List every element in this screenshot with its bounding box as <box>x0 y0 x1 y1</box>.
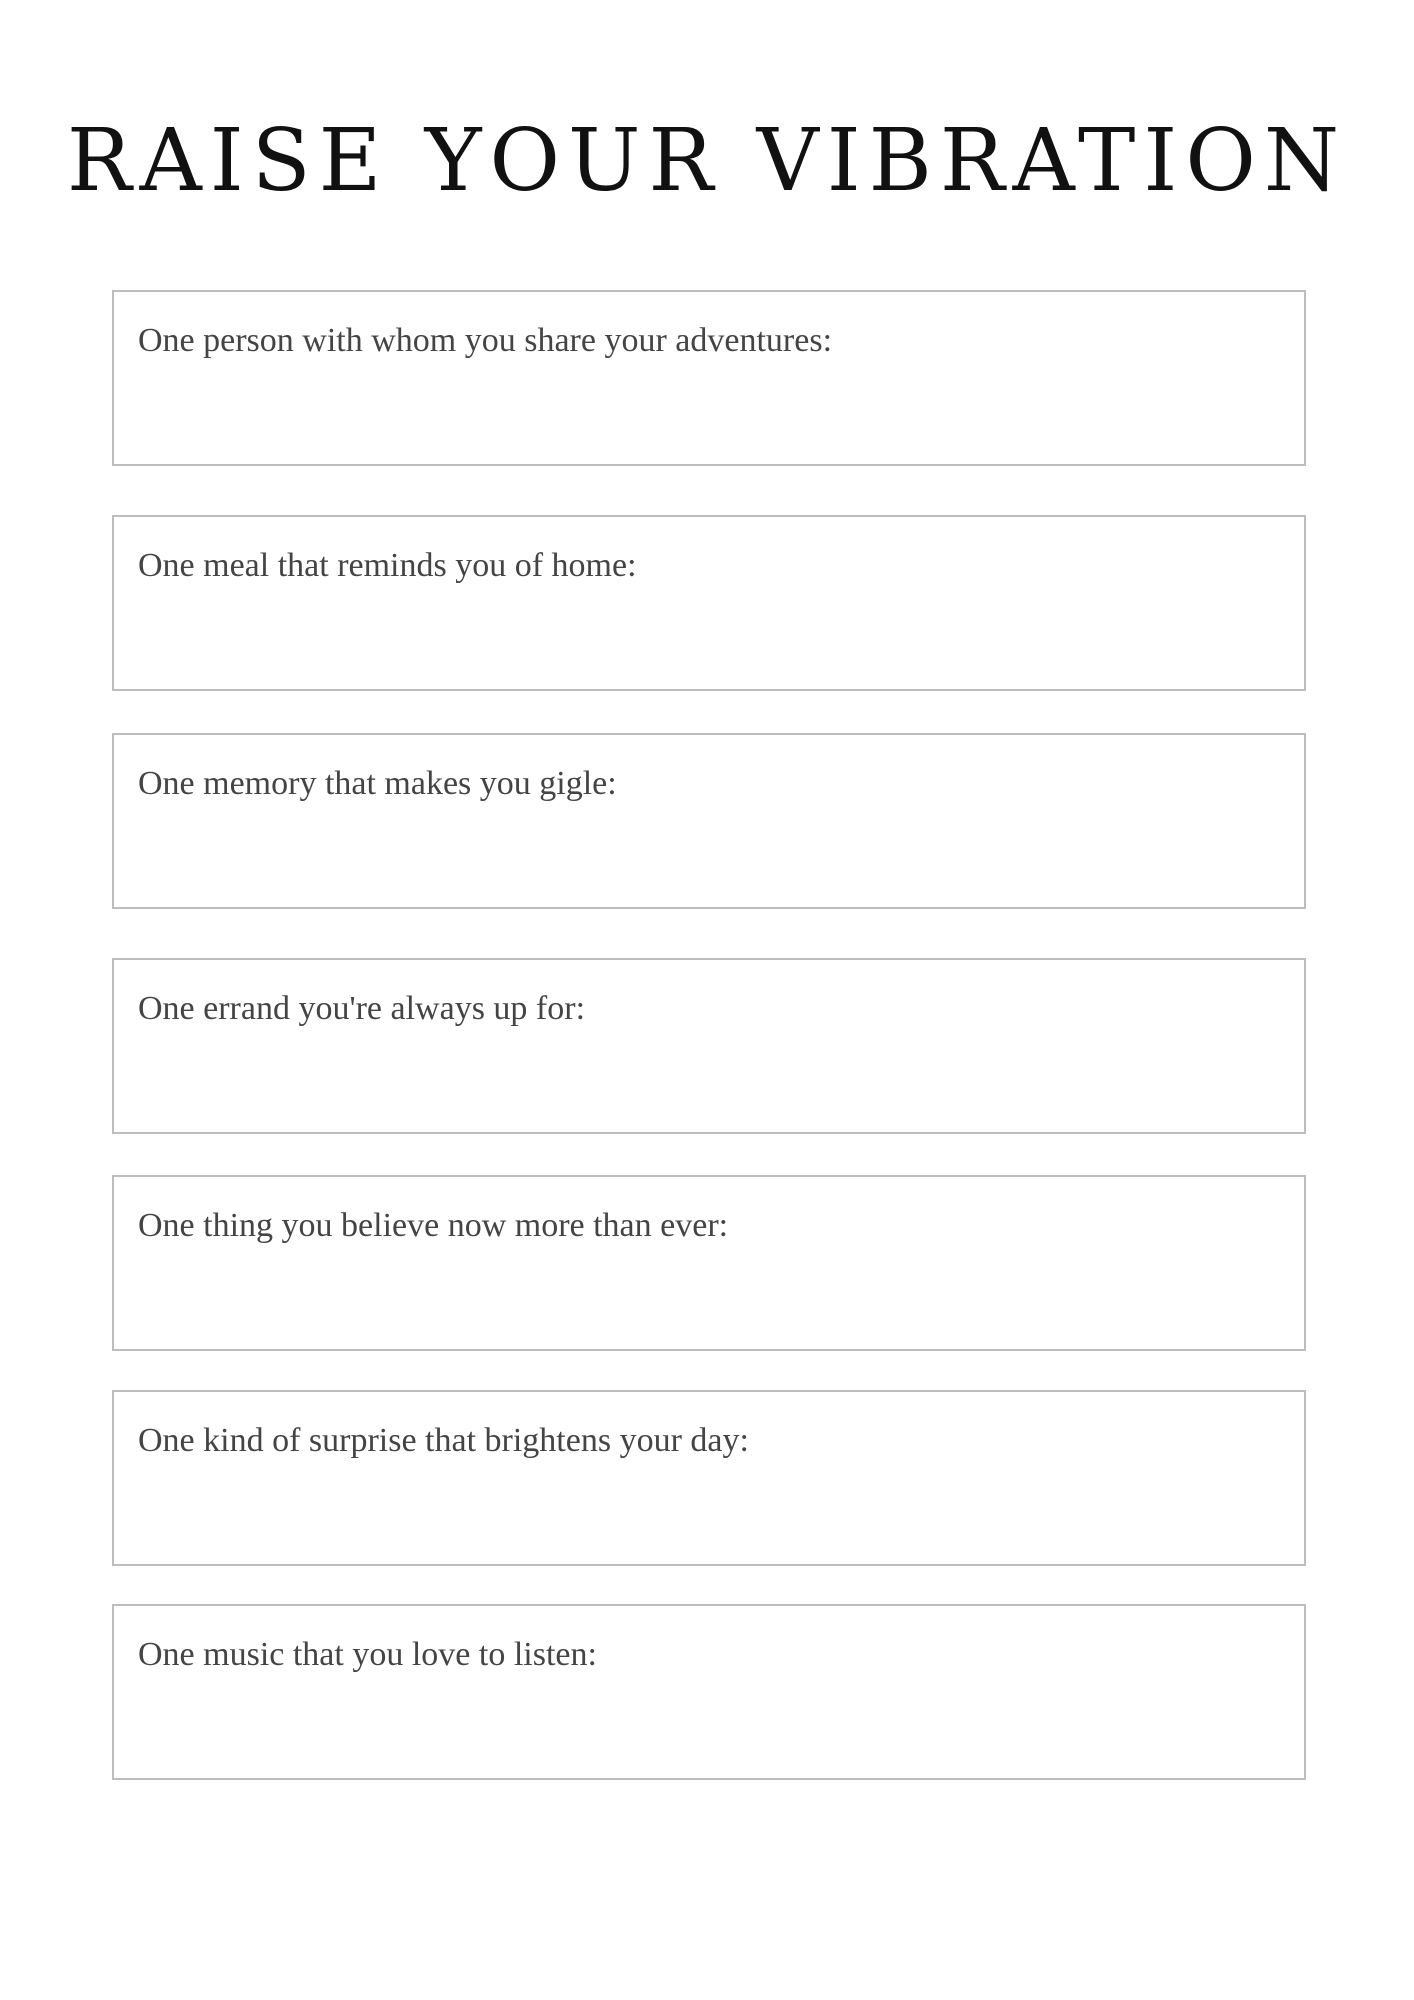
prompt-box-music[interactable] <box>112 1604 1306 1780</box>
prompt-box-belief[interactable] <box>112 1175 1306 1351</box>
prompt-label: One person with whom you share your adventures: <box>138 322 833 359</box>
prompt-label: One memory that makes you gigle: <box>138 765 617 802</box>
prompt-label: One meal that reminds you of home: <box>138 547 637 584</box>
page-title: RAISE YOUR VIBRATION <box>66 111 1348 211</box>
prompt-label: One music that you love to listen: <box>138 1636 597 1673</box>
prompt-box-meal[interactable] <box>112 515 1306 691</box>
prompt-label: One thing you believe now more than ever: <box>138 1207 729 1244</box>
prompt-box-memory[interactable] <box>112 733 1306 909</box>
prompt-box-adventures[interactable] <box>112 290 1306 466</box>
prompt-box-errand[interactable] <box>112 958 1306 1134</box>
prompt-label: One errand you're always up for: <box>138 990 586 1027</box>
prompt-label: One kind of surprise that brightens your day: <box>138 1422 749 1459</box>
prompt-box-surprise[interactable] <box>112 1390 1306 1566</box>
